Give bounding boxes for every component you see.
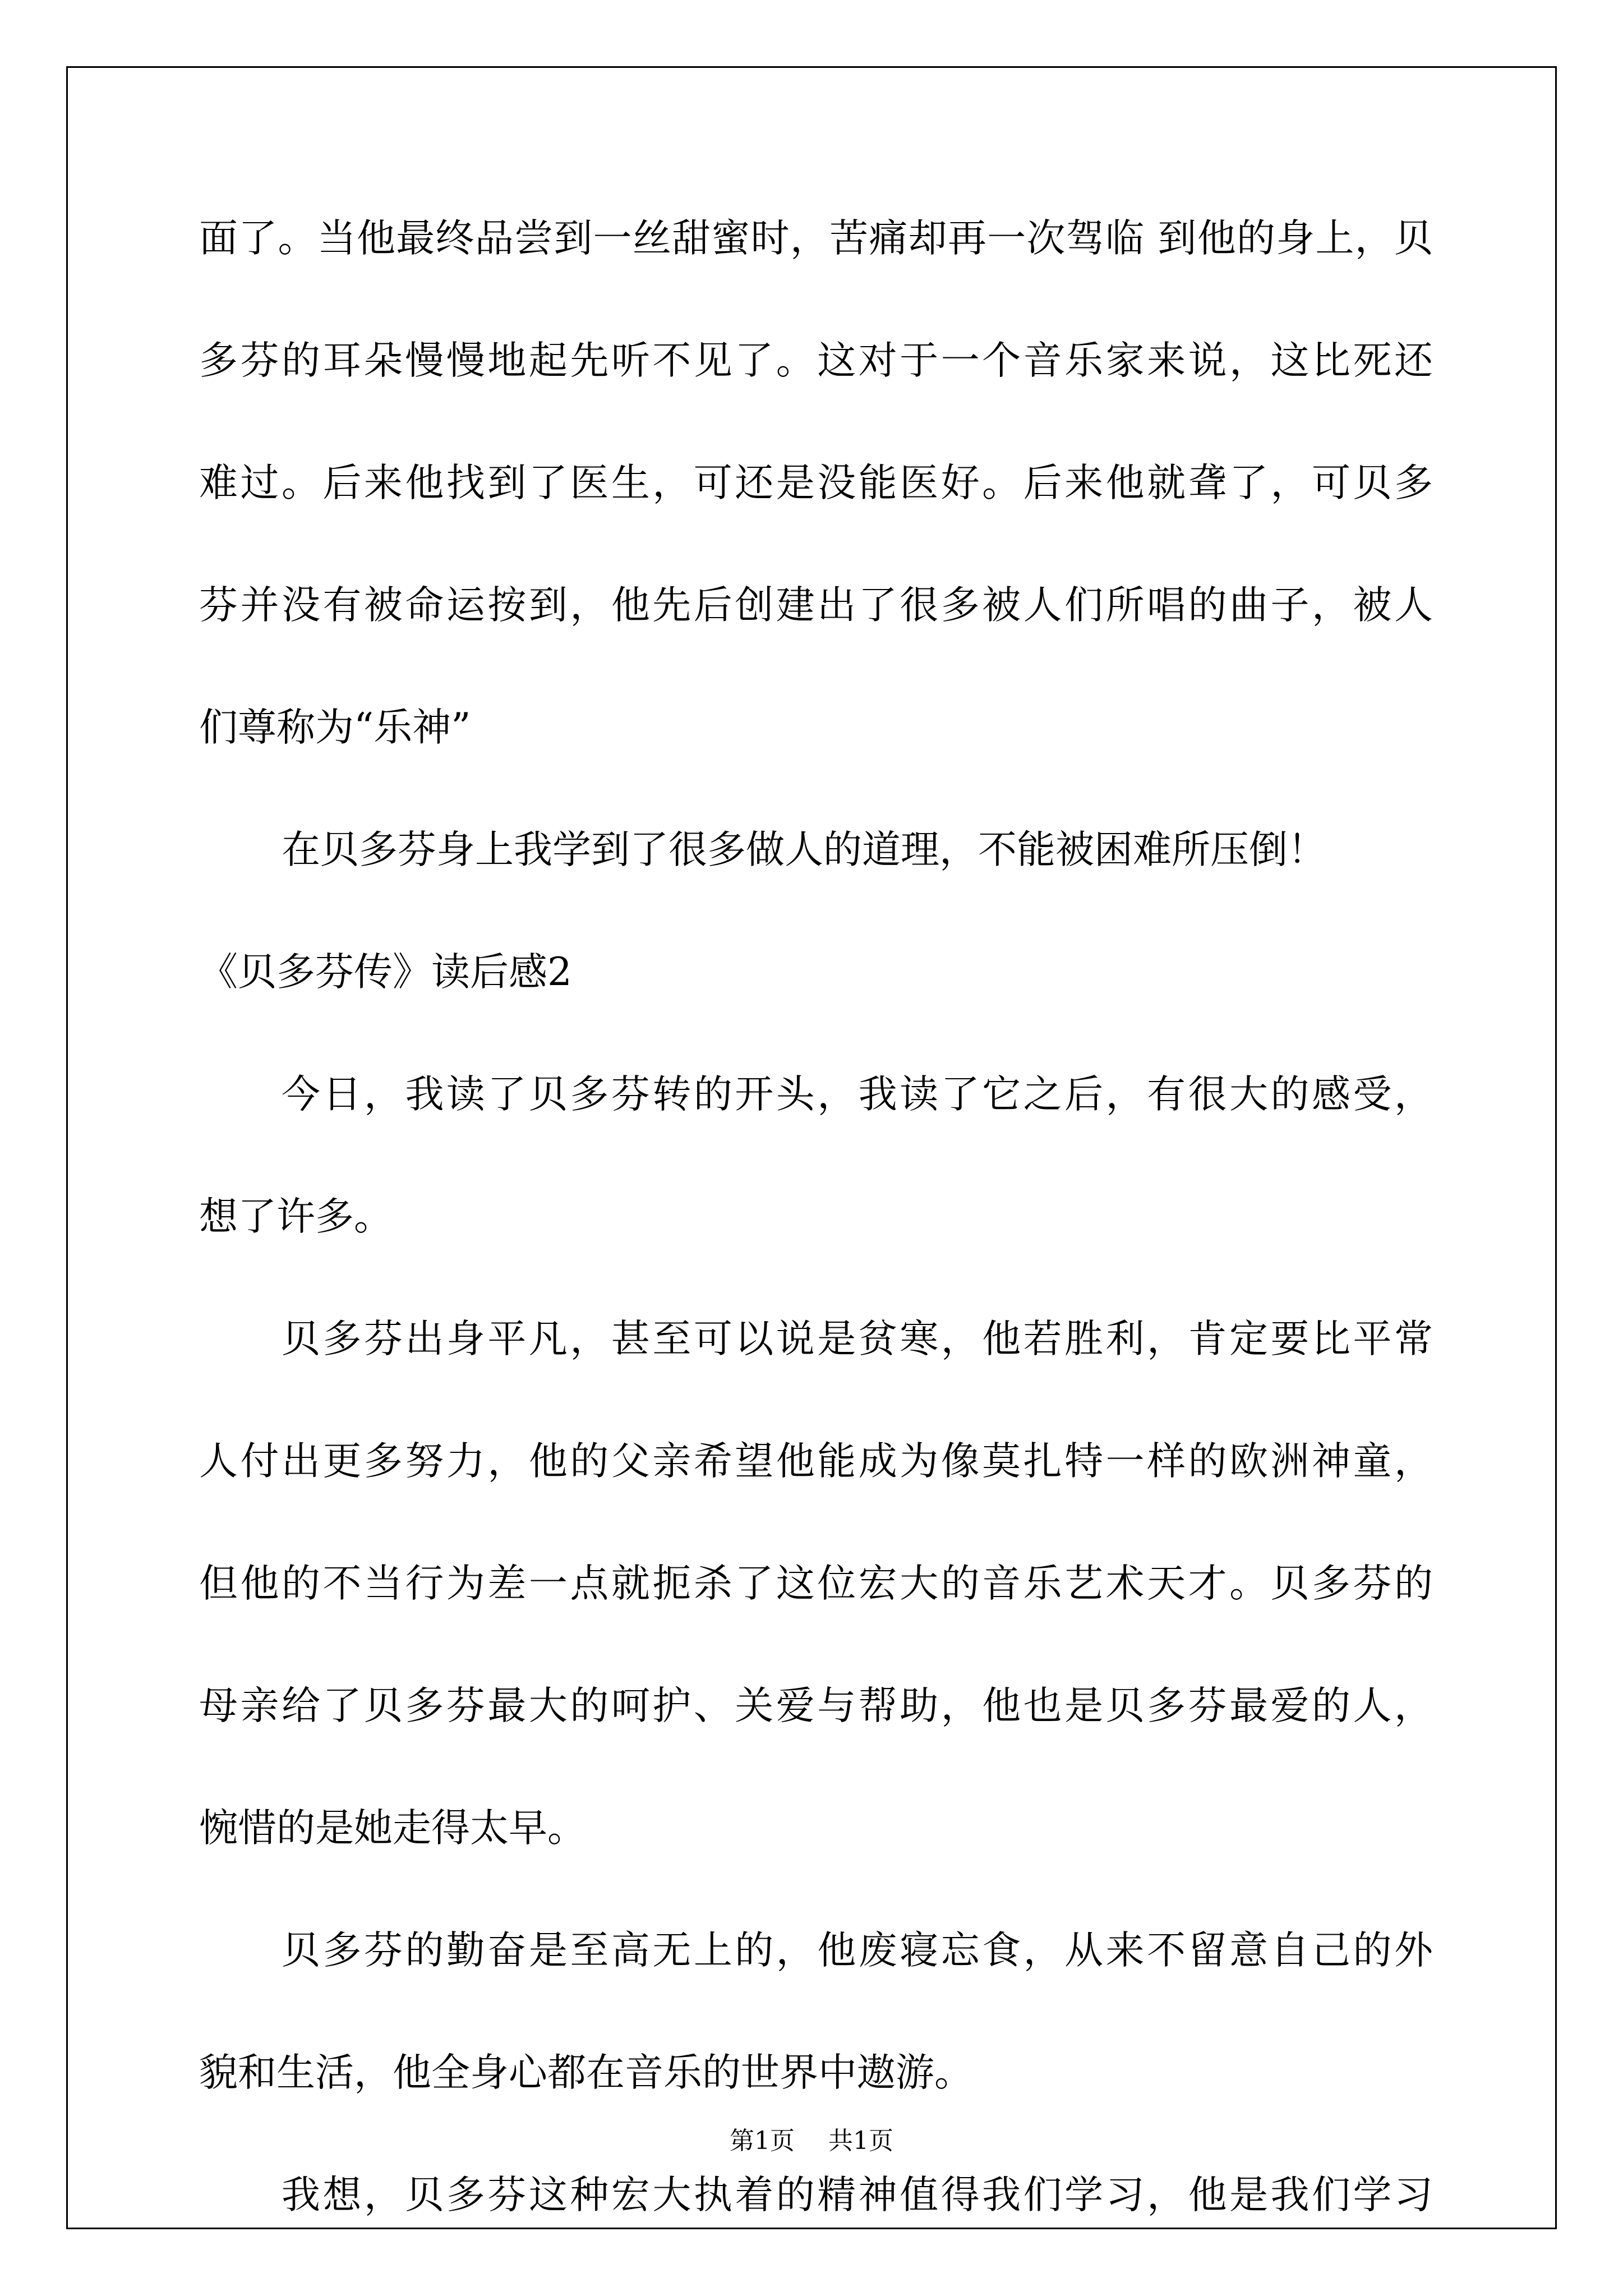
page-footer bbox=[0, 2120, 1623, 2156]
body-line: 们尊称为“乐神” bbox=[199, 705, 471, 750]
body-line: 难过。后来他找到了医生，可还是没能医好。后来他就聋了，可贝多 bbox=[199, 461, 1433, 505]
document-body bbox=[199, 205, 1433, 2284]
body-line: 惋惜的是她走得太早。 bbox=[199, 1806, 586, 1851]
body-line: 贝多芬出身平凡，甚至可以说是贫寒，他若胜利，肯定要比平常 bbox=[282, 1317, 1433, 1361]
body-line: 多芬的耳朵慢慢地起先听不见了。这对于一个音乐家来说，这比死还 bbox=[199, 338, 1433, 383]
body-line: 但他的不当行为差一点就扼杀了这位宏大的音乐艺术天才。贝多芬的 bbox=[199, 1561, 1433, 1606]
body-line: 人付出更多努力，他的父亲希望他能成为像莫扎特一样的欧洲神童， bbox=[199, 1439, 1433, 1484]
body-line: 母亲给了贝多芬最大的呵护、关爱与帮助，他也是贝多芬最爱的人， bbox=[199, 1683, 1433, 1728]
body-line: 在贝多芬身上我学到了很多做人的道理，不能被困难所压倒！ bbox=[282, 827, 1326, 872]
page-total: 共1页 bbox=[828, 2127, 893, 2155]
section-heading: 《贝多芬传》读后感2 bbox=[199, 950, 572, 995]
page-number: 第1页 bbox=[730, 2127, 795, 2155]
body-line: 面了。当他最终品尝到一丝甜蜜时，苦痛却再一次驾临 到他的身上，贝 bbox=[199, 216, 1433, 261]
body-line: 贝多芬的勤奋是至高无上的，他废寝忘食，从来不留意自己的外 bbox=[282, 1928, 1433, 1973]
body-line: 我想，贝多芬这种宏大执着的精神值得我们学习，他是我们学习 bbox=[282, 2173, 1433, 2217]
body-line: 今日，我读了贝多芬转的开头，我读了它之后，有很大的感受， bbox=[282, 1072, 1433, 1117]
body-line: 芬并没有被命运按到，他先后创建出了很多被人们所唱的曲子，被人 bbox=[199, 583, 1433, 628]
body-line: 貌和生活，他全身心都在音乐的世界中遨游。 bbox=[199, 2050, 973, 2095]
body-line: 想了许多。 bbox=[199, 1194, 393, 1239]
